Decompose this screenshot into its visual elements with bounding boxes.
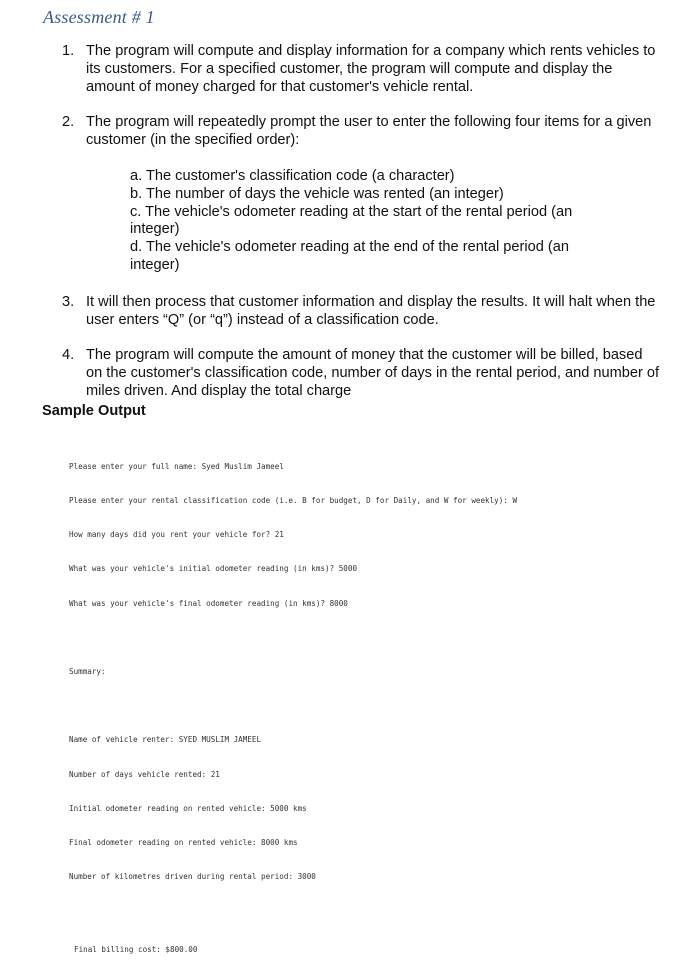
console-line: Initial odometer reading on rented vehicle: 5000 kms bbox=[69, 803, 307, 813]
list-item-2 bbox=[62, 114, 662, 274]
list-item-1 bbox=[62, 43, 662, 96]
subitem-d: d. The vehicle's odometer reading at the end of the rental period (an integer) bbox=[130, 239, 569, 273]
subitem-c: c. The vehicle's odometer reading at the start of the rental period (an integer) bbox=[130, 203, 573, 238]
input-items-sublist bbox=[130, 168, 600, 275]
item-number: 1. bbox=[62, 43, 75, 59]
console-line: What was your vehicle's initial odometer reading (in kms)? 5000 bbox=[69, 564, 358, 574]
sample-output-heading: Sample Output bbox=[42, 403, 146, 419]
spacer bbox=[69, 700, 517, 711]
console-summary-label: Summary: bbox=[69, 667, 106, 677]
item-text: The program will compute and display information for a company which rents vehicles to its customers. For a specified customer, the program will compute and display the amount of money charged for that customer's vehicle rental. bbox=[86, 43, 656, 95]
list-item-4 bbox=[62, 347, 662, 400]
subitem-a: a. The customer's classification code (a character) bbox=[130, 167, 455, 184]
list-item-3 bbox=[62, 294, 662, 330]
console-line: How many days did you rent your vehicle for? 21 bbox=[69, 530, 284, 540]
console-line: Name of vehicle renter: SYED MUSLIM JAMEEL bbox=[69, 735, 262, 745]
requirements-list bbox=[62, 43, 662, 401]
item-number: 3. bbox=[62, 293, 75, 310]
page-title: Assessment # 1 bbox=[43, 7, 155, 27]
console-line: Please enter your rental classification code (i.e. B for budget, D for Daily, and W for weekly): W bbox=[69, 496, 518, 506]
subitem-b: b. The number of days the vehicle was rented (an integer) bbox=[130, 185, 504, 202]
spacer bbox=[69, 632, 517, 643]
item-number: 4. bbox=[62, 347, 75, 364]
item-text: The program will repeatedly prompt the user to enter the following four items for a given customer (in the specified order): bbox=[86, 114, 652, 149]
sample-console-output bbox=[69, 438, 517, 978]
item-text: The program will compute the amount of money that the customer will be billed, based on the customer's classification code, number of days in the rental period, and number of miles driven. And display the total charge bbox=[86, 347, 660, 399]
console-line: Number of kilometres driven during rental period: 3000 bbox=[69, 872, 316, 882]
console-line: Please enter your full name: Syed Muslim Jameel bbox=[69, 461, 284, 471]
item-text: It will then process that customer information and display the results. It will halt when the user enters “Q” (or “q”) instead of a classification code. bbox=[86, 293, 656, 328]
console-line: What was your vehicle's final odometer reading (in kms)? 8000 bbox=[69, 598, 348, 608]
item-number: 2. bbox=[62, 114, 75, 131]
console-line: Final odometer reading on rented vehicle: 8000 kms bbox=[69, 838, 298, 848]
console-final-cost: Final billing cost: $800.00 bbox=[74, 944, 198, 954]
spacer bbox=[69, 905, 517, 916]
console-line: Number of days vehicle rented: 21 bbox=[69, 769, 220, 779]
